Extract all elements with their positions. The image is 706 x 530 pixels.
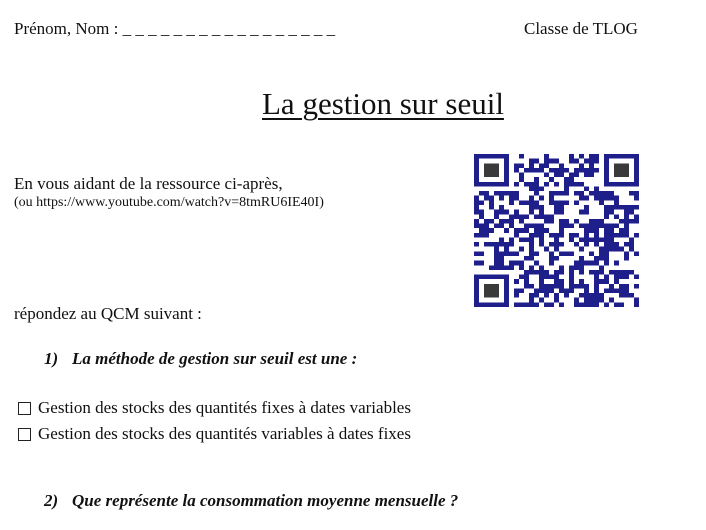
option-1-label: Gestion des stocks des quantités fixes à dates variables <box>38 398 411 417</box>
option-2-label: Gestion des stocks des quantités variables à dates fixes <box>38 424 411 443</box>
question-2-text: Que représente la consommation moyenne mensuelle ? <box>72 491 459 510</box>
question-1-option-2[interactable] <box>18 424 411 444</box>
question-1-option-1[interactable] <box>18 398 411 418</box>
qr-code[interactable] <box>474 154 639 307</box>
question-2 <box>44 491 458 511</box>
checkbox-option-2[interactable] <box>18 428 31 441</box>
resource-url[interactable]: (ou https://www.youtube.com/watch?v=8tmRU6IE40I) <box>14 195 324 210</box>
question-1-number: 1) <box>44 349 59 368</box>
question-1-text: La méthode de gestion sur seuil est une : <box>72 349 358 368</box>
intro-line-1: En vous aidant de la ressource ci-après, <box>14 174 283 193</box>
question-2-number: 2) <box>44 491 59 510</box>
intro-line-2: répondez au QCM suivant : <box>14 304 202 323</box>
name-field-label: Prénom, Nom : _ _ _ _ _ _ _ _ _ _ _ _ _ _ _ _ _ <box>14 19 336 38</box>
checkbox-option-1[interactable] <box>18 402 31 415</box>
question-1 <box>44 349 357 369</box>
class-label: Classe de TLOG <box>524 19 638 38</box>
page-title: La gestion sur seuil <box>262 86 504 121</box>
